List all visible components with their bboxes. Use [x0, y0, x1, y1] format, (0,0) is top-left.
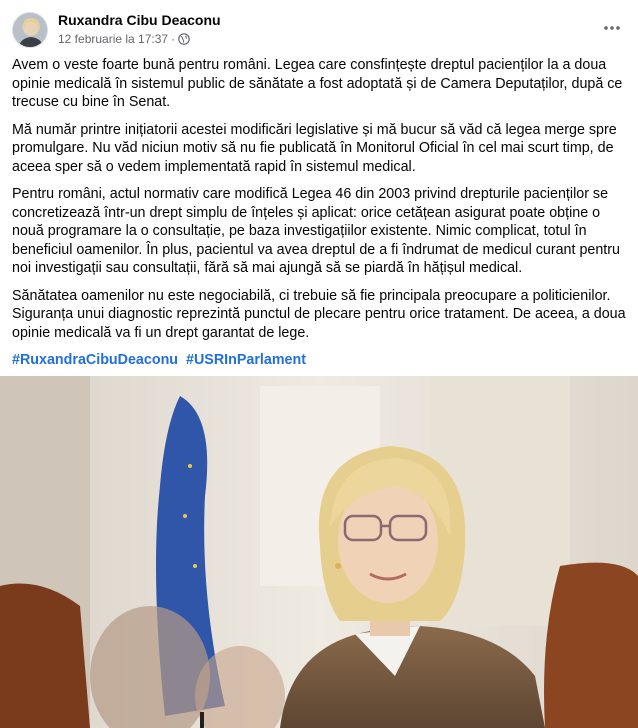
post-paragraph: Pentru români, actul normativ care modifică Legea 46 din 2003 privind drepturile pacienților se concretizează într-un drept simplu de înțeles și aplicat: orice cetățean asigurat poate obține o nouă programare la o consultație, pe baza investigațiilor existente. Nimic complicat, totul în beneficiul oamenilor. În plus, pacientul va avea dreptul de a fi îndrumat de medicul curant pentru noi investigații sau consultații, fără să mai ajungă să se piardă în hățișul medical.: [12, 186, 620, 276]
post-paragraph: Avem o veste foarte bună pentru români. Legea care consfințește dreptul pacienților la a doua opinie medicală în sistemul public de sănătate a fost adoptată și de Camera Deputaților, după ce trecuse cu bine în Senat.: [12, 57, 623, 110]
post-meta: [58, 32, 190, 46]
photo-illustration: [0, 376, 638, 728]
hashtag-link[interactable]: #RuxandraCibuDeaconu: [12, 352, 179, 368]
post-photo[interactable]: [0, 376, 638, 728]
hashtags: [12, 351, 626, 370]
more-options-icon[interactable]: [598, 14, 626, 42]
meta-separator: ·: [171, 32, 176, 46]
author-name[interactable]: Ruxandra Cibu Deaconu: [58, 12, 221, 28]
globe-icon: [178, 33, 190, 45]
post-header: [12, 10, 626, 52]
post-text: [12, 56, 626, 379]
avatar[interactable]: [12, 12, 48, 48]
post-date[interactable]: 12 februarie la 17:37: [58, 32, 169, 46]
post-paragraph: Sănătatea oamenilor nu este negociabilă, ci trebuie să fie principala preocupare a politicienilor. Siguranța unui diagnostic reprezintă punctul de plecare pentru orice tratament. De aceea, a doua opinie medicală va fi un drept garantat de lege.: [12, 287, 626, 341]
hashtag-link[interactable]: #USRInParlament: [186, 352, 307, 368]
post-paragraph: Mă număr printre inițiatorii acestei modificări legislative și mă bucur să văd că legea merge spre promulgare. Nu văd niciun motiv să nu fie publicată în Monitorul Oficial în cel mai scurt timp, de aceea sper să o vedem implementată rapid în sistemul medical.: [12, 121, 617, 175]
